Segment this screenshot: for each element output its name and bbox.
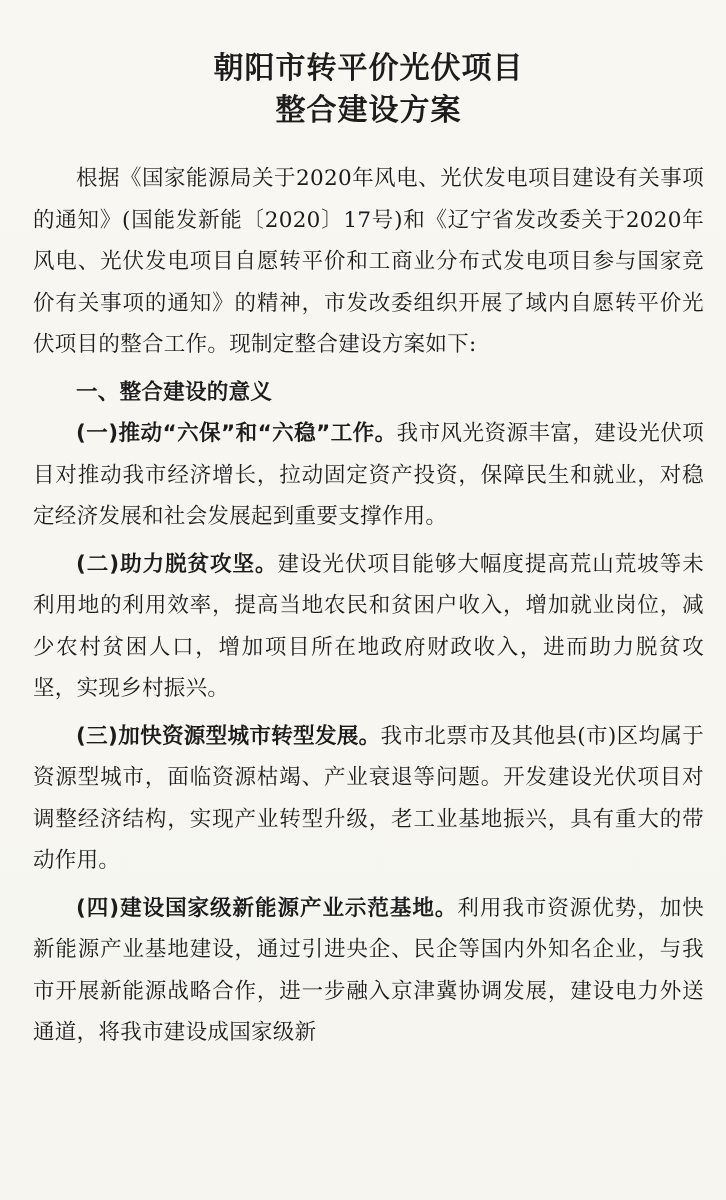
item-paragraph-3 — [33, 716, 704, 882]
item-text-2: 建设光伏项目能够大幅度提高荒山荒坡等未利用地的利用效率，提高当地农民和贫困户收入，增加就业岗位，减少农村贫困人口，增加项目所在地政府财政收入，进而助力脱贫攻坚，实现乡村振兴。 — [33, 551, 705, 701]
document-title-block — [33, 48, 704, 132]
item-paragraph-1 — [33, 413, 704, 538]
item-text-3: 我市北票市及其他县(市)区均属于资源型城市，面临资源枯竭、产业衰退等问题。开发建设光伏项目对调整经济结构，实现产业转型升级，老工业基地振兴，具有重大的带动作用。 — [33, 723, 705, 873]
document-title-line1: 朝阳市转平价光伏项目 — [213, 51, 524, 86]
intro-paragraph: 根据《国家能源局关于2020年风电、光伏发电项目建设有关事项的通知》(国能发新能〔2020〕17号)和《辽宁省发改委关于2020年风电、光伏发电项目自愿转平价和工商业分布式发电项目参与国家竞价有关事项的通知》的精神，市发改委组织开展了域内自愿转平价光伏项目的整合工作。现制定整合建设方案如下: — [33, 166, 704, 357]
item-lead-1: (一)推动“六保”和“六稳”工作。 — [76, 421, 397, 446]
item-paragraph-4 — [33, 888, 704, 1054]
item-text-1: 我市风光资源丰富，建设光伏项目对推动我市经济增长，拉动固定资产投资，保障民生和就业，对稳定经济发展和社会发展起到重要支撑作用。 — [33, 421, 704, 529]
section-heading-significance: 一、整合建设的意义 — [76, 379, 273, 405]
item-lead-4: (四)建设国家级新能源产业示范基地。 — [76, 895, 458, 921]
document-title-line2: 整合建设方案 — [275, 93, 462, 128]
document-body — [33, 158, 704, 1054]
item-text-4: 利用我市资源优势，加快新能源产业基地建设，通过引进央企、民企等国内外知名企业，与我市开展新能源战略合作，进一步融入京津冀协调发展，建设电力外送通道，将我市建设成国家级新 — [33, 895, 704, 1045]
item-paragraph-2 — [33, 544, 704, 710]
item-lead-2: (二)助力脱贫攻坚。 — [76, 551, 278, 577]
item-lead-3: (三)加快资源型城市转型发展。 — [76, 723, 381, 749]
